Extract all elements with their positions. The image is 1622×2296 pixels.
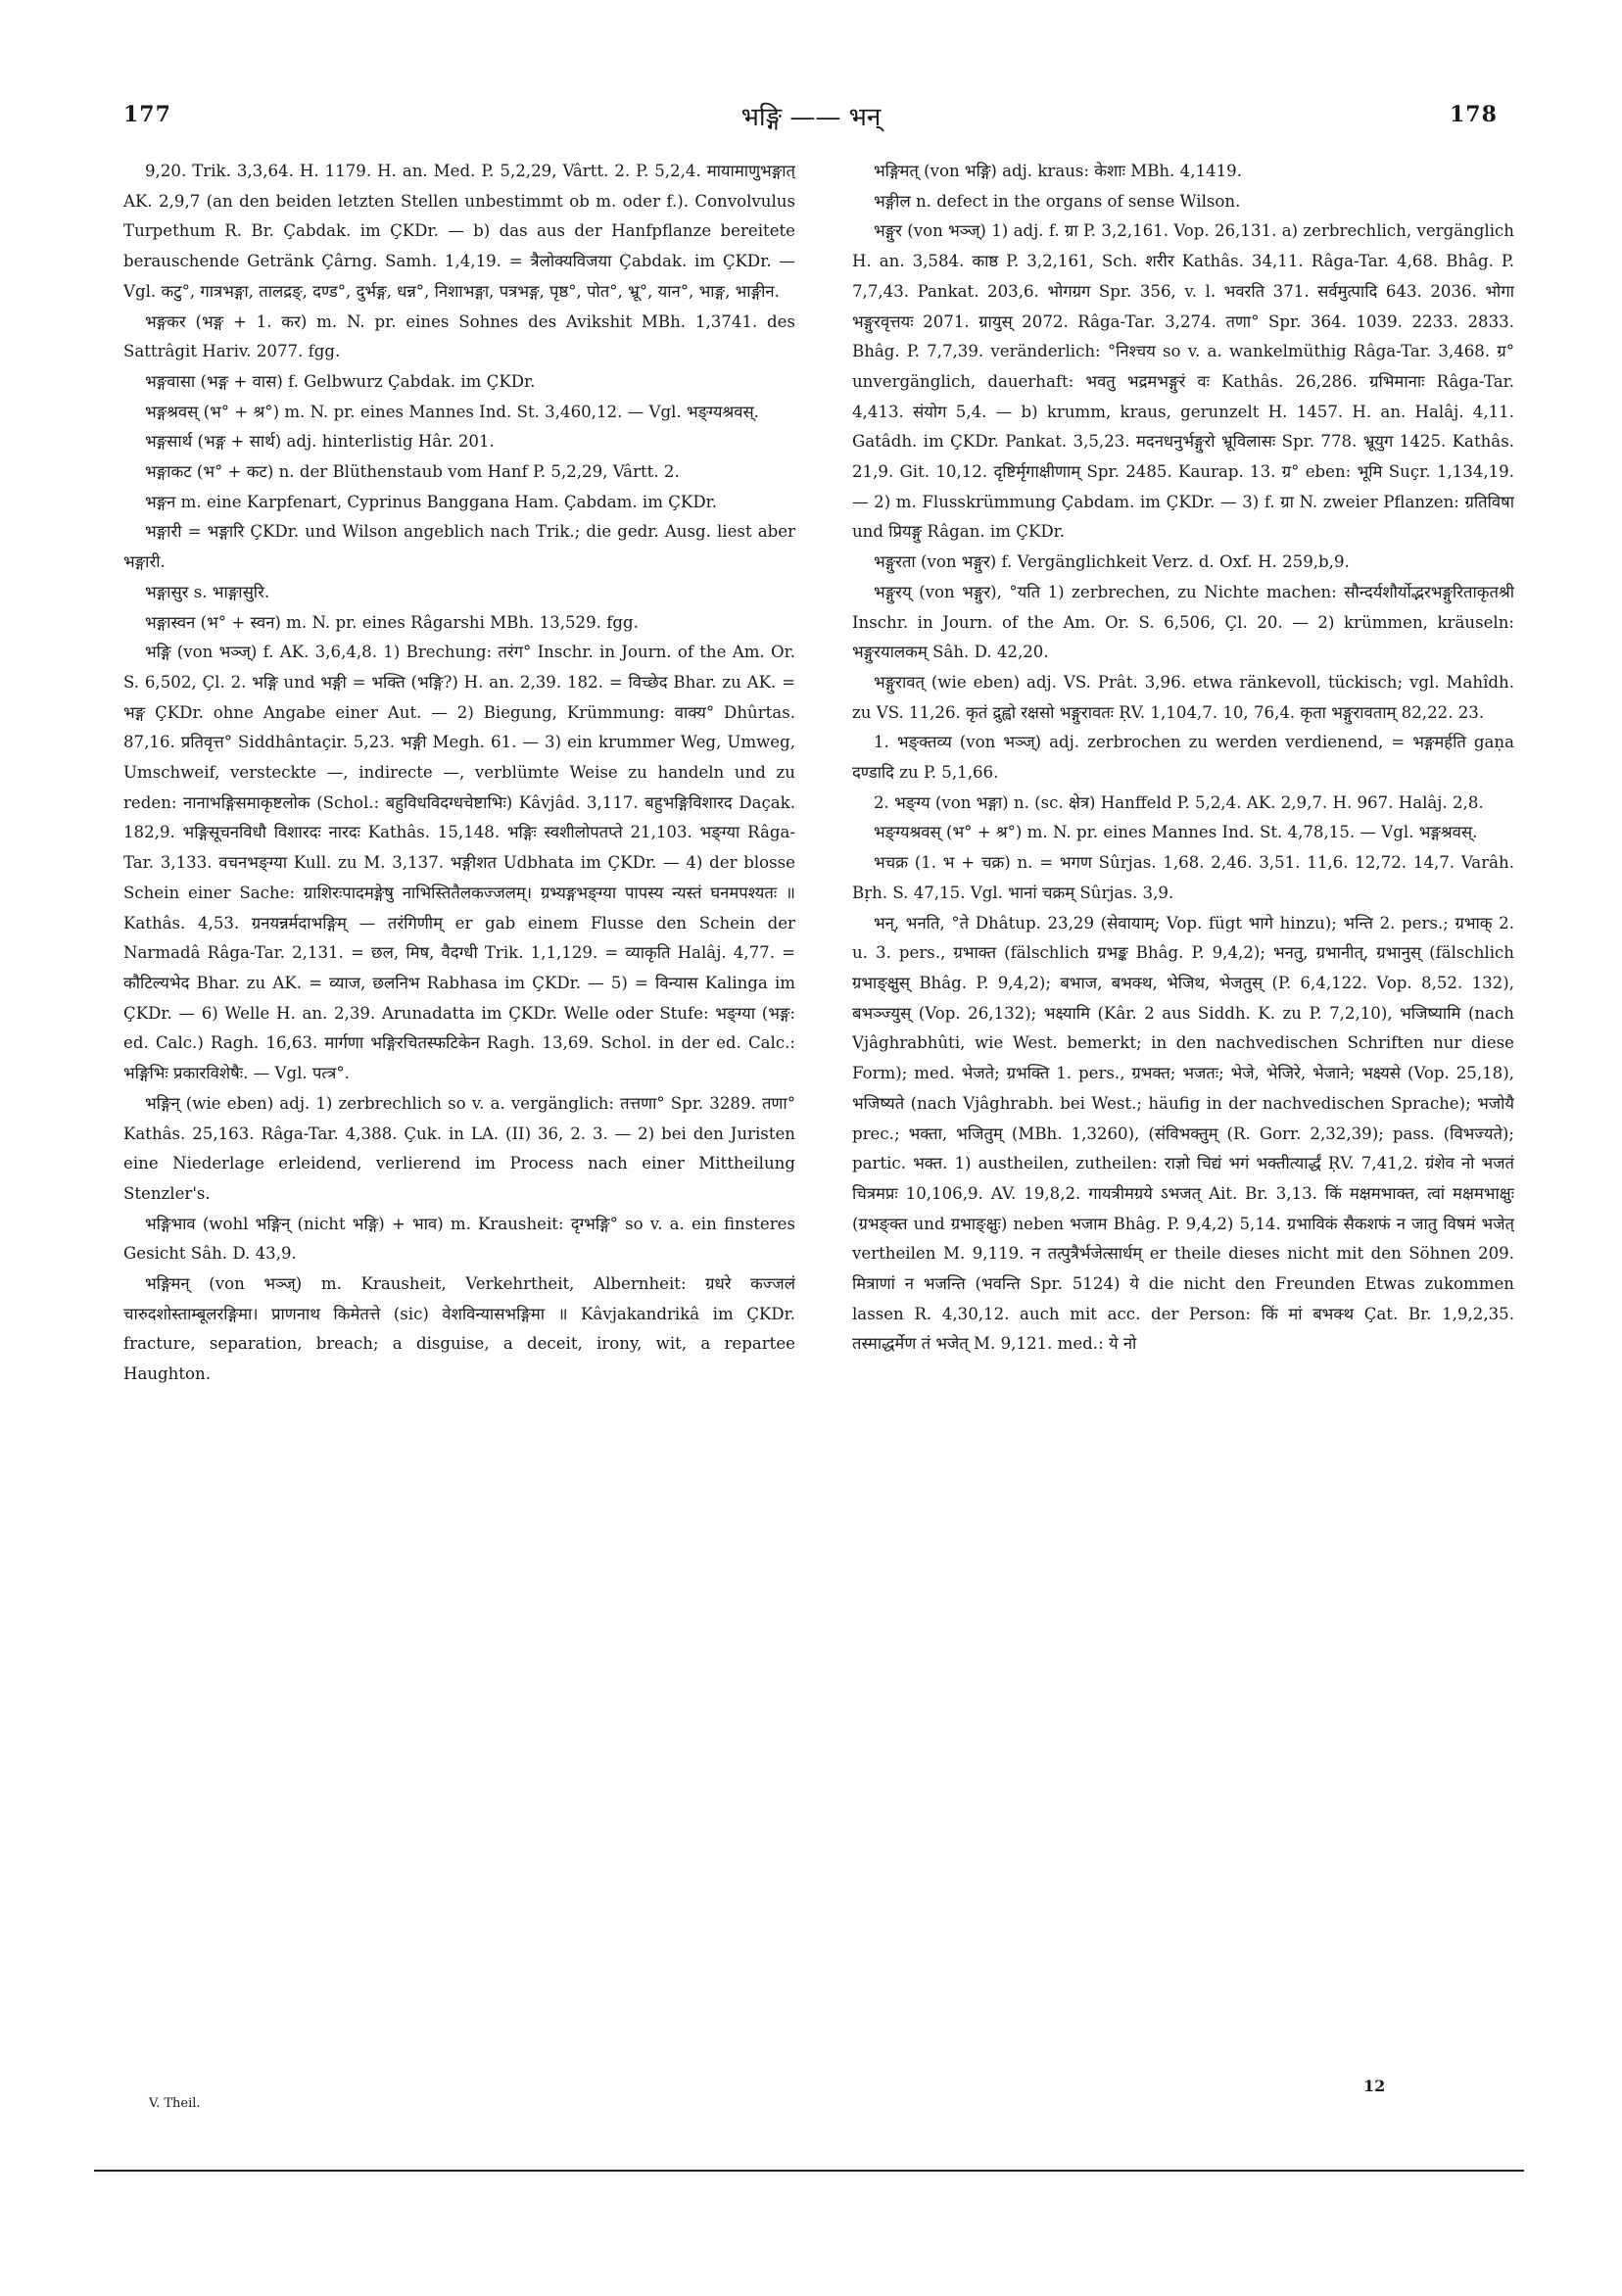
page-number-right: 178 <box>1450 102 1498 127</box>
running-head: भङ्गि —— भन् <box>740 103 882 132</box>
entry-bhangasartha: भङ्गसार्थ (भङ्ग + सार्थ) adj. hinterlistig Hâr. 201. <box>145 432 495 452</box>
entry-bhangura-verb: भङ्गुरय् (von भङ्गुर), °यति 1) zerbrechen, zu Nichte machen: सौन्दर्यशौर्योद्भरभङ्गुरिताकृतश्री Inschr. in Journ. of the Am. Or. S. 6,506, Çl. 20. — 2) krümmen, kräuseln: भङ्गुरयालकम् Sâh. D. 42,20. <box>852 582 1514 662</box>
entry-bhangibhava: भङ्गिभाव (wohl भङ्गिन् (nicht भङ्गि) + भाव) m. Krausheit: दृग्भङ्गि° so v. a. ein finsteres Gesicht Sâh. D. 43,9. <box>123 1214 795 1264</box>
bottom-rule <box>94 2170 1524 2172</box>
signature-mark: 12 <box>1363 2077 1386 2095</box>
entry-continuation: 9,20. Trik. 3,3,64. H. 1179. H. an. Med. P. 5,2,29, Vârtt. 2. P. 5,2,4. मायामाणुभङ्गात् AK. 2,9,7 (an den beiden letzten Stellen unbestimmt ob m. oder f.). Convolvulus Turpethum R. Br. Çabdak. im ÇKDr. — b) das aus der Hanfpflanze bereitete berauschende Getränk Çârng. Samh. 1,4,19. = त्रैलोक्यविजया Çabdak. im ÇKDr. — Vgl. कटु°, गात्रभङ्गा, तालद्रङ्, दण्ड°, दुर्भङ्ग, धन्न°, निशाभङ्गा, पत्रभङ्ग, पृष्ठ°, पोत°, भ्रू°, यान°, भाङ्ग, भाङ्गीन. <box>123 162 795 301</box>
entry-bhangya: 2. भङ्ग्य (von भङ्गा) n. (sc. क्षेत्र) Hanffeld P. 5,2,4. AK. 2,9,7. H. 967. Halâj. 2,8. <box>874 792 1484 812</box>
entry-bhachakra: भचक्र (1. भ + चक्र) n. = भगण Sûrjas. 1,68. 2,46. 3,51. 11,6. 12,72. 14,7. Varâh. Bṛh. S. 47,15. Vgl. भानां चक्रम् Sûrjas. 3,9. <box>852 853 1514 902</box>
entry-bhangiman: भङ्गिमन् (von भञ्ज्) m. Krausheit, Verkehrtheit, Albernheit: ग्रधरे कज्जलं चारुदशोस्ताम्बूलरङ्गिमा। प्राणनाथ किमेतत्ते (sic) वेशविन्यासभङ्गिमा ॥ Kâvjakandrikâ im ÇKDr. fracture, separation, breach; a disguise, a deceit, irony, wit, a repartee Haughton. <box>123 1274 795 1384</box>
page-number-left: 177 <box>123 102 171 127</box>
entry-bhangakata: भङ्गाकट (भ° + कट) n. der Blüthenstaub vom Hanf P. 5,2,29, Vârtt. 2. <box>145 462 680 482</box>
entry-bhangila: भङ्गील n. defect in the organs of sense Wilson. <box>874 191 1241 211</box>
entry-bhangasura: भङ्गासुर s. भाङ्गासुरि. <box>145 582 270 601</box>
entry-bhangana: भङ्गन m. eine Karpfenart, Cyprinus Banggana Ham. Çabdam. im ÇKDr. <box>145 492 718 511</box>
entry-bhangakara: भङ्गकर (भङ्ग + 1. कर) m. N. pr. eines Sohnes des Avikshit MBh. 1,3741. des Sattrâgit Hariv. 2077. fgg. <box>123 311 795 361</box>
entry-bhangasvana: भङ्गास्वन (भ° + स्वन) m. N. pr. eines Râgarshi MBh. 13,529. fgg. <box>145 612 639 632</box>
entry-bhangyashravas: भङ्ग्यश्रवस् (भ° + श्र°) m. N. pr. eines Mannes Ind. St. 4,78,15. — Vgl. भङ्गश्रवस्. <box>874 823 1478 842</box>
right-column <box>852 157 1514 2096</box>
left-column <box>123 157 795 2096</box>
entry-bhanguravat: भङ्गुरावत् (wie eben) adj. VS. Prât. 3,96. etwa ränkevoll, tückisch; vgl. Mahîdh. zu VS. 11,26. कृतं द्रुह्वो रक्षसो भङ्गुरावतः ṚV. 1,104,7. 10, 76,4. कृता भङ्गुरावताम् 82,22. 23. <box>852 672 1514 722</box>
entry-bhangin: भङ्गिन् (wie eben) adj. 1) zerbrechlich so v. a. vergänglich: तत्तणा° Spr. 3289. तणा° Kathâs. 25,163. Râga-Tar. 4,388. Çuk. in LA. (II) 36, 2. 3. — 2) bei den Juristen eine Niederlage erleidend, verlierend im Process nach einer Mittheilung Stenzler's. <box>123 1093 795 1203</box>
entry-bhan: भन्, भनति, °ते Dhâtup. 23,29 (सेवायाम्; Vop. fügt भागे hinzu); भन्ति 2. pers.; ग्रभाक् 2. u. 3. pers., ग्रभाक्त (fälschlich ग्रभङ्क Bhâg. P. 9,4,2); भनतु, ग्रभानीत्, ग्रभानुस् (fälschlich ग्रभाङ्क्षुस् Bhâg. P. 9,4,2); बभाज, बभक्थ, भेजिथ, भेजतुस् (P. 6,4,122. Vop. 8,52. 132), बभञ्ज्युस् (Vop. 26,132); भक्ष्यामि (Kâr. 2 aus Siddh. K. zu P. 7,2,10), भजिष्यामि (nach Vjâghrabhûti, wie West. bemerkt; in den nachvedischen Schriften nur diese Form); med. भेजते; ग्रभक्ति 1. pers., ग्रभक्त; भजतः; भेजे, भेजिरे, भेजाने; भक्ष्यसे (Vop. 25,18), भजिष्यते (nach Vjâghrabh. bei West.; häufig in der nachvedischen Sprache); भजोयै prec.; भक्ता, भजितुम् (MBh. 1,3260), (संविभक्तुम् (R. Gorr. 2,32,39); pass. (विभज्यते); partic. भक्त. 1) austheilen, zutheilen: राज्ञो चिद्यं भगं भक्तीत्यार्द्धं ṚV. 7,41,2. ग्रंशेव नो भजतं चित्रमप्रः 10,106,9. AV. 19,8,2. गायत्रीमग्रये ऽभजत् Ait. Br. 3,13. किं मक्षमभाक्त, त्वां मक्षमभाक्षुः (ग्रभङ्क्त und ग्रभाङ्क्षुः) neben भजाम Bhâg. P. 9,4,2) 5,14. ग्रभाविकं सैकशफं न जातु विषमं भजेत् vertheilen M. 9,119. न तत्पुत्रैर्भजेत्सार्धम् er theile dieses nicht mit den Söhnen 209. मित्राणां न भजन्ति (भवन्ति Spr. 5124) ये die nicht den Freunden Etwas zukommen lassen R. 4,30,12. auch mit acc. der Person: किं मां बभक्थ Çat. Br. 1,9,2,35. तस्माद्धर्मेण तं भजेत् M. 9,121. med.: ये नो <box>852 913 1514 1354</box>
entry-bhanktavya: 1. भङ्क्तव्य (von भञ्ज्) adj. zerbrochen zu werden verdienend, = भङ्गमर्हति gaṇa दण्डादि zu P. 5,1,66. <box>852 733 1514 783</box>
part-note: V. Theil. <box>149 2096 201 2111</box>
entry-bhangashravas: भङ्गश्रवस् (भ° + श्र°) m. N. pr. eines Mannes Ind. St. 3,460,12. — Vgl. भङ्ग्यश्रवस्. <box>145 402 759 421</box>
entry-bhangavasa: भङ्गवासा (भङ्ग + वास) f. Gelbwurz Çabdak. im ÇKDr. <box>145 371 536 391</box>
entry-bhangari: भङ्गारी = भङ्गारि ÇKDr. und Wilson angeblich nach Trik.; die gedr. Ausg. liest aber भङ्गारी. <box>123 522 795 572</box>
entry-bhangi: भङ्गि (von भञ्ज्) f. AK. 3,6,4,8. 1) Brechung: तरंग° Inschr. in Journ. of the Am. Or. S. 6,502, Çl. 2. भङ्गि und भङ्गी = भक्ति (भङ्गि?) H. an. 2,39. 182. = विच्छेद Bhar. zu AK. = भङ्ग ÇKDr. ohne Angabe einer Aut. — 2) Biegung, Krümmung: वाक्य° Dhûrtas. 87,16. प्रतिवृत्त° Siddhântaçir. 5,23. भङ्गी Megh. 61. — 3) ein krummer Weg, Umweg, Umschweif, versteckte —, indirecte —, verblümte Weise zu handeln und zu reden: नानाभङ्गिसमाकृष्टलोक (Schol.: बहुविधविदग्धचेष्टाभिः) Kâvjâd. 3,117. बहुभङ्गिविशारद Daçak. 182,9. भङ्गिसूचनविधौ विशारदः नारदः Kathâs. 15,148. भङ्गिः स्वशीलोपतप्ते 21,103. भङ्ग्या Râga-Tar. 3,133. वचनभङ्ग्या Kull. zu M. 3,137. भङ्गीशत Udbhata im ÇKDr. — 4) der blosse Schein einer Sache: ग्राशिरःपादमङ्गेषु नाभिस्तितैलकज्जलम्। ग्रभ्यङ्गभङ्ग्या पापस्य न्यस्तं घनमपश्यतः ॥ Kathâs. 4,53. ग्रनयन्नर्मदाभङ्गिम् — तरंगिणीम् er gab einem Flusse den Schein der Narmadâ Râga-Tar. 2,131. = छल, मिष, वैदग्धी Trik. 1,1,129. = व्याकृति Halâj. 4,77. = कौटिल्यभेद Bhar. zu AK. = व्याज, छलनिभ Rabhasa im ÇKDr. — 5) = विन्यास Kalinga im ÇKDr. — 6) Welle H. an. 2,39. Arunadatta im ÇKDr. Welle oder Stufe: भङ्ग्या (भङ्ग: ed. Calc.) Ragh. 16,63. मार्गणा भङ्गिरचितस्फटिकेन Ragh. 13,69. Schol. in der ed. Calc.: भङ्गिभिः प्रकारविशेषैः. — Vgl. पत्त्र°. <box>123 643 795 1083</box>
entry-bhangura: भङ्गुर (von भञ्ज्) 1) adj. f. ग्रा P. 3,2,161. Vop. 26,131. a) zerbrechlich, vergänglich H. an. 3,584. काष्ठ P. 3,2,161, Sch. शरीर Kathâs. 34,11. Râga-Tar. 4,68. Bhâg. P. 7,7,43. Pankat. 203,6. भोगग्रग Spr. 356, v. l. भवरति 371. सर्वमुत्पादि 643. 2036. भोगा भङ्गुरवृत्तयः 2071. ग्रायुस् 2072. Râga-Tar. 3,274. तणा° Spr. 364. 1039. 2233. 2833. Bhâg. P. 7,7,39. veränderlich: °निश्चय so v. a. wankelmüthig Râga-Tar. 3,468. ग्र° unvergänglich, dauerhaft: भवतु भद्रमभङ्गुरं वः Kathâs. 26,286. ग्रभिमानाः Râga-Tar. 4,413. संयोग 5,4. — b) krumm, kraus, gerunzelt H. 1457. H. an. Halâj. 4,11. Gatâdh. im ÇKDr. Pankat. 3,5,23. मदनधनुर्भङ्गुरो भ्रूविलासः Spr. 778. भ्रूयुग 1425. Kathâs. 21,9. Git. 10,12. दृष्टिर्मृगाक्षीणाम् Spr. 2485. Kaurap. 13. ग्र° eben: भूमि Suçr. 1,134,19. — 2) m. Flusskrümmung Çabdam. im ÇKDr. — 3) f. ग्रा N. zweier Pflanzen: ग्रतिविषा und प्रियङ्गु Râgan. im ÇKDr. <box>852 221 1514 542</box>
entry-bhangurata: भङ्गुरता (von भङ्गुर) f. Vergänglichkeit Verz. d. Oxf. H. 259,b,9. <box>874 552 1350 572</box>
entry-bhangimat: भङ्गिमत् (von भङ्गि) adj. kraus: केशाः MBh. 4,1419. <box>874 162 1243 180</box>
